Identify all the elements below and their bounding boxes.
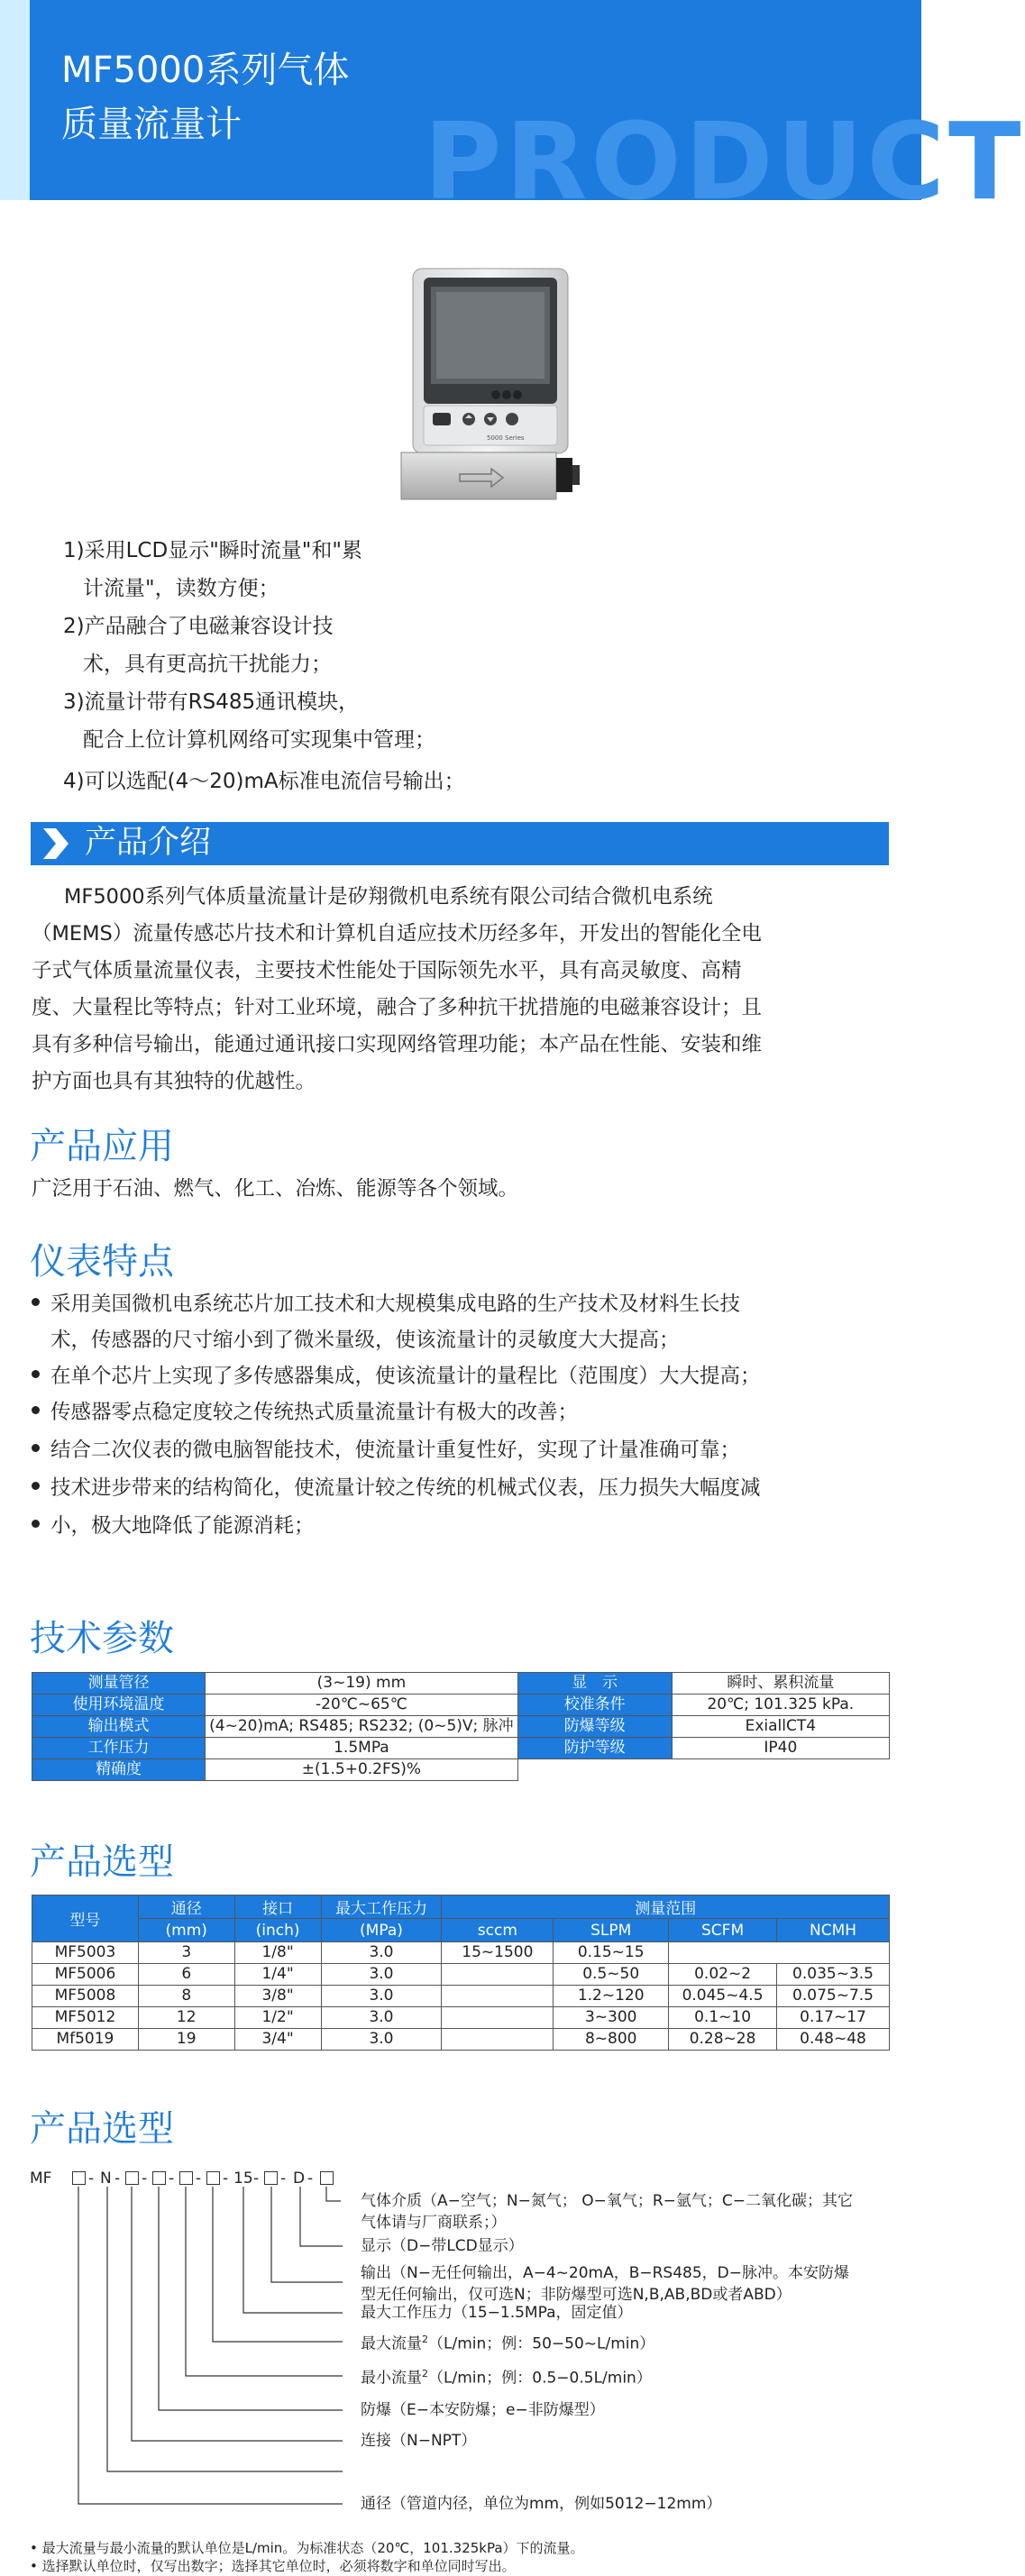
page-title-line2: 质量流量计: [61, 104, 242, 145]
code-dash: -: [114, 2170, 121, 2188]
param-label: 使用环境温度: [32, 1694, 206, 1716]
intro-line: （MEMS）流量传感芯片技术和计算机自适应技术历经多年，开发出的智能化全电: [32, 922, 762, 945]
code-dash: -: [253, 2170, 260, 2188]
header-port: 接口: [234, 1895, 321, 1919]
header-sccm: sccm: [442, 1919, 554, 1942]
code-dash: -: [88, 2170, 95, 2188]
param-value: ±(1.5+0.2FS)%: [206, 1759, 518, 1781]
cell-scfm: 0.28~28: [669, 2029, 777, 2051]
param-label: 防爆等级: [517, 1716, 672, 1738]
code-prefix: MF: [30, 2170, 52, 2188]
feature-line: 4)可以选配(4～20)mA标准电流信号输出；: [63, 770, 465, 793]
annotation-pressure: 最大工作压力（15−1.5MPa，固定值）: [361, 2304, 633, 2322]
footnote: • 最大流量与最小流量的默认单位是L/min。为标准状态（20℃，101.325kPa）下的流量。: [30, 2540, 584, 2556]
header-watermark: PRODUCT: [424, 99, 1025, 224]
cell-diameter: 19: [138, 2029, 234, 2051]
cell-ncmh: 0.035~3.5: [777, 1964, 890, 1986]
characteristic-item: 采用美国微机电系统芯片加工技术和大规模集成电路的生产技术及材料生长技: [32, 1294, 740, 1315]
code-dash: -: [307, 2170, 314, 2188]
cell-scfm: 0.1~10: [669, 2007, 777, 2029]
cell-model: Mf5019: [32, 2029, 139, 2051]
intro-line: 度、大量程比等特点；针对工业环境，融合了多种抗干扰措施的电磁兼容设计；且: [32, 996, 763, 1019]
param-value: 1.5MPa: [206, 1738, 518, 1759]
header-scfm: SCFM: [669, 1919, 777, 1942]
characteristic-item: 术，传感器的尺寸缩小到了微米量级，使该流量计的灵敏度大大提高；: [50, 1329, 680, 1352]
header-slpm: SLPM: [554, 1919, 669, 1942]
annotation-output-cont: 型无任何输出，仅可选N；非防爆型可选N,B,AB,BD或者ABD）: [361, 2286, 792, 2304]
param-label: 精确度: [32, 1759, 206, 1781]
footnote: • 选择默认单位时，仅写出数字；选择其它单位时，必须将数字和单位同时写出。: [30, 2558, 516, 2574]
cell-diameter: 3: [138, 1942, 234, 1964]
param-label: 测量管径: [32, 1673, 206, 1694]
section-title-application: 产品应用: [30, 1126, 174, 1167]
section-title-characteristics: 仪表特点: [30, 1241, 174, 1283]
cell-slpm: 0.15~15: [554, 1942, 669, 1964]
intro-line: MF5000系列气体质量流量计是矽翔微机电系统有限公司结合微机电系统: [64, 885, 713, 909]
code-dash: -: [142, 2170, 148, 2188]
cell-slpm: 8~800: [554, 2029, 669, 2051]
feature-line: 配合上位计算机网络可实现集中管理；: [83, 728, 435, 752]
feature-line: 3)流量计带有RS485通讯模块，: [63, 690, 360, 714]
annotation-gas: 气体介质（A−空气；N−氮气； O−氧气；R−氩气；C−二氧化碳；其它: [361, 2192, 854, 2210]
param-label: 显 示: [517, 1673, 672, 1694]
feature-line: 计流量"，读数方便；: [83, 577, 279, 600]
param-label: 工作压力: [32, 1738, 206, 1759]
cell-diameter: 8: [138, 1986, 234, 2007]
code-dash: -: [280, 2170, 287, 2188]
param-value: -20℃~65℃: [206, 1694, 518, 1716]
section-title-tech-params: 技术参数: [30, 1618, 174, 1659]
header-port-unit: (inch): [234, 1919, 321, 1942]
code-dash: -: [223, 2170, 229, 2188]
intro-line: 护方面也具有其独特的优越性。: [32, 1070, 316, 1093]
feature-line: 1)采用LCD显示"瞬时流量"和"累: [63, 539, 362, 562]
code-dash: -: [169, 2170, 175, 2188]
cell-model: MF5003: [32, 1942, 139, 1964]
feature-line: 2)产品融合了电磁兼容设计技: [63, 615, 334, 638]
cell-port: 1/2": [234, 2007, 321, 2029]
cell-pressure: 3.0: [321, 1942, 442, 1964]
code-dash: -: [196, 2170, 202, 2188]
param-label: 校准条件: [517, 1694, 672, 1716]
header-model: 型号: [32, 1895, 139, 1942]
cell-ncmh: 0.17~17: [777, 2007, 890, 2029]
cell-port: 3/8": [234, 1986, 321, 2007]
cell-slpm: 0.5~50: [554, 1964, 669, 1986]
section-title-code-diagram: 产品选型: [30, 2108, 174, 2150]
annotation-diameter: 通径（管道内径，单位为mm，例如5012−12mm）: [361, 2495, 722, 2513]
param-value: (3~19) mm: [206, 1673, 518, 1694]
page-title-line1: MF5000系列气体: [61, 50, 350, 91]
code-pressure-value: 15: [233, 2170, 253, 2188]
annotation-min-flow: 最小流量$^2$（L/min；例：0.5−0.5L/min）: [361, 2368, 652, 2388]
characteristic-item: 传感器零点稳定度较之传统热式质量流量计有极大的改善；: [32, 1402, 578, 1423]
cell-slpm: 1.2~120: [554, 1986, 669, 2007]
cell-diameter: 12: [138, 2007, 234, 2029]
device-label: 5000 Series: [487, 434, 525, 442]
annotation-explosion: 防爆（E−本安防爆；e−非防爆型）: [361, 2401, 605, 2419]
param-value: 20℃; 101.325 kPa.: [672, 1694, 889, 1716]
param-value: IP40: [672, 1738, 889, 1759]
cell-model: MF5008: [32, 1986, 139, 2007]
cell-scfm: 0.02~2: [669, 1964, 777, 1986]
section-title-model-table: 产品选型: [30, 1841, 174, 1883]
characteristic-item: 技术进步带来的结构简化，使流量计较之传统的机械式仪表，压力损失大幅度减: [32, 1478, 761, 1499]
cell-diameter: 6: [138, 1964, 234, 1986]
annotation-max-flow: 最大流量$^2$（L/min；例：50−50~L/min）: [361, 2334, 655, 2353]
annotation-display: 显示（D−带LCD显示）: [361, 2237, 524, 2255]
cell-pressure: 3.0: [321, 1986, 442, 2007]
header-pressure: 最大工作压力: [321, 1895, 442, 1919]
code-letter-d: D: [293, 2170, 306, 2188]
cell-pressure: 3.0: [321, 2007, 442, 2029]
header-pressure-unit: (MPa): [321, 1919, 442, 1942]
param-label: 输出模式: [32, 1716, 206, 1738]
param-value: ExiallCT4: [672, 1716, 889, 1738]
application-text: 广泛用于石油、燃气、化工、冶炼、能源等各个领域。: [32, 1177, 519, 1201]
annotation-gas-cont: 气体请与厂商联系；）: [361, 2214, 507, 2232]
annotation-connection: 连接（N−NPT）: [361, 2432, 477, 2450]
header-diameter: 通径: [138, 1895, 234, 1919]
cell-port: 1/4": [234, 1964, 321, 1986]
cell-port: 3/4": [234, 2029, 321, 2051]
intro-line: 具有多种信号输出，能通过通讯接口实现网络管理功能；本产品在性能、安装和维: [32, 1033, 763, 1056]
intro-line: 子式气体质量流量仪表，主要技术性能处于国际领先水平，具有高灵敏度、高精: [32, 959, 742, 982]
cell-model: MF5012: [32, 2007, 139, 2029]
param-value: 瞬时、累积流量: [672, 1673, 889, 1694]
section-title-intro: 产品介绍: [85, 825, 212, 861]
cell-sccm: 15~1500: [442, 1942, 554, 1964]
annotation-output: 输出（N−无任何输出，A−4~20mA，B−RS485，D−脉冲。本安防爆: [361, 2264, 850, 2282]
cell-pressure: 3.0: [321, 2029, 442, 2051]
cell-slpm: 3~300: [554, 2007, 669, 2029]
characteristic-item: 小，极大地降低了能源消耗；: [32, 1516, 315, 1537]
header-diameter-unit: (mm): [138, 1919, 234, 1942]
cell-port: 1/8": [234, 1942, 321, 1964]
feature-line: 术，具有更高抗干扰能力；: [83, 653, 332, 676]
cell-ncmh: 0.48~48: [777, 2029, 890, 2051]
code-letter-n: N: [100, 2170, 112, 2188]
cell-model: MF5006: [32, 1964, 139, 1986]
cell-ncmh: 0.075~7.5: [777, 1986, 890, 2007]
header-range: 测量范围: [442, 1895, 890, 1919]
header-ncmh: NCMH: [777, 1919, 890, 1942]
characteristic-item: 在单个芯片上实现了多传感器集成，使该流量计的量程比（范围度）大大提高；: [32, 1366, 761, 1387]
cell-scfm: 0.045~4.5: [669, 1986, 777, 2007]
cell-pressure: 3.0: [321, 1964, 442, 1986]
param-value: (4~20)mA; RS485; RS232; (0~5)V; 脉冲: [206, 1716, 518, 1738]
param-label: 防护等级: [517, 1738, 672, 1759]
characteristic-item: 结合二次仪表的微电脑智能技术，使流量计重复性好，实现了计量准确可靠；: [32, 1440, 740, 1461]
